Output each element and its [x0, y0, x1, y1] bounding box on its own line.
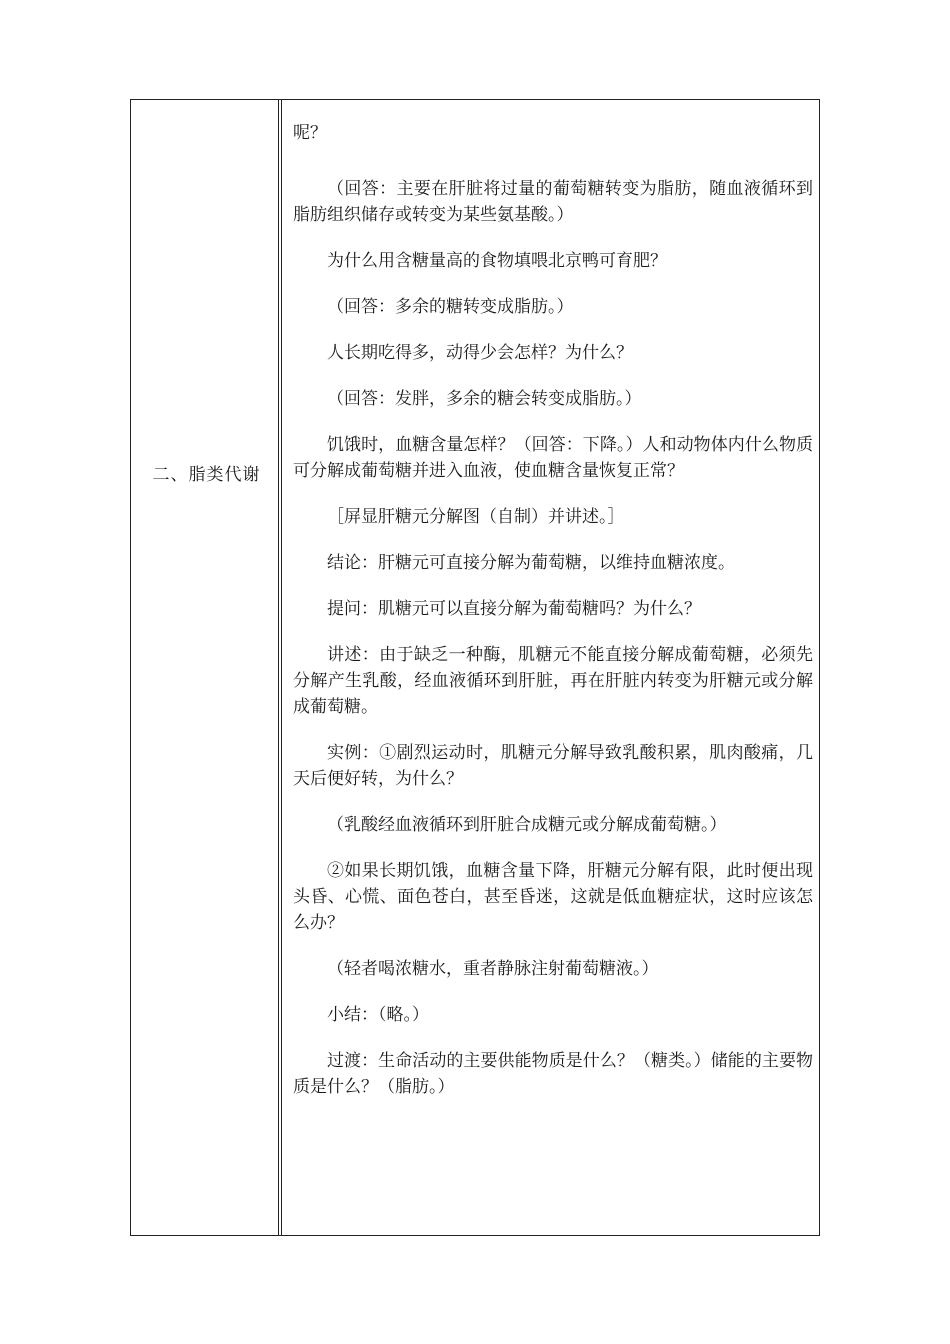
paragraph: 为什么用含糖量高的食物填喂北京鸭可育肥？ [327, 251, 667, 271]
paragraph: 结论：肝糖元可直接分解为葡萄糖，以维持血糖浓度。 [327, 553, 735, 573]
paragraph: ②如果长期饥饿，血糖含量下降，肝糖元分解有限，此时便出现头昏、心慌、面色苍白，甚至昏迷，这就是低血糖症状，这时应该怎么办？ [293, 861, 813, 933]
paragraph: （回答：发胖，多余的糖会转变成脂肪。） [327, 389, 642, 409]
paragraph: 讲述：由于缺乏一种酶，肌糖元不能直接分解成葡萄糖，必须先分解产生乳酸，经血液循环到肝脏，再在肝脏内转变为肝糖元或分解成葡萄糖。 [293, 645, 813, 717]
paragraph: 人长期吃得多，动得少会怎样？为什么？ [327, 343, 633, 363]
paragraph: ［屏显肝糖元分解图（自制）并讲述。］ [327, 507, 625, 527]
paragraph: （回答：主要在肝脏将过量的葡萄糖转变为脂肪，随血液循环到脂肪组织储存或转变为某些氨基酸。） [293, 179, 813, 225]
lesson-table [130, 99, 820, 1236]
section-label: 二、脂类代谢 [152, 465, 261, 485]
paragraph: （轻者喝浓糖水，重者静脉注射葡萄糖液。） [327, 959, 659, 979]
paragraph: （回答：多余的糖转变成脂肪。） [327, 297, 574, 317]
paragraph: 小结：（略。） [327, 1005, 429, 1025]
column-double-rule [278, 100, 279, 1235]
paragraph: 饥饿时，血糖含量怎样？（回答：下降。）人和动物体内什么物质可分解成葡萄糖并进入血液，使血糖含量恢复正常？ [293, 435, 813, 481]
paragraph: 实例：①剧烈运动时，肌糖元分解导致乳酸积累，肌肉酸痛，几天后便好转，为什么？ [293, 743, 813, 789]
paragraph: （乳酸经血液循环到肝脏合成糖元或分解成葡萄糖。） [327, 815, 727, 835]
section-column [131, 100, 282, 1235]
paragraph: 过渡：生命活动的主要供能物质是什么？（糖类。）储能的主要物质是什么？（脂肪。） [293, 1051, 813, 1097]
paragraph: 呢？ [293, 123, 327, 143]
paragraph: 提问：肌糖元可以直接分解为葡萄糖吗？为什么？ [327, 599, 701, 619]
content-column [293, 120, 813, 1100]
